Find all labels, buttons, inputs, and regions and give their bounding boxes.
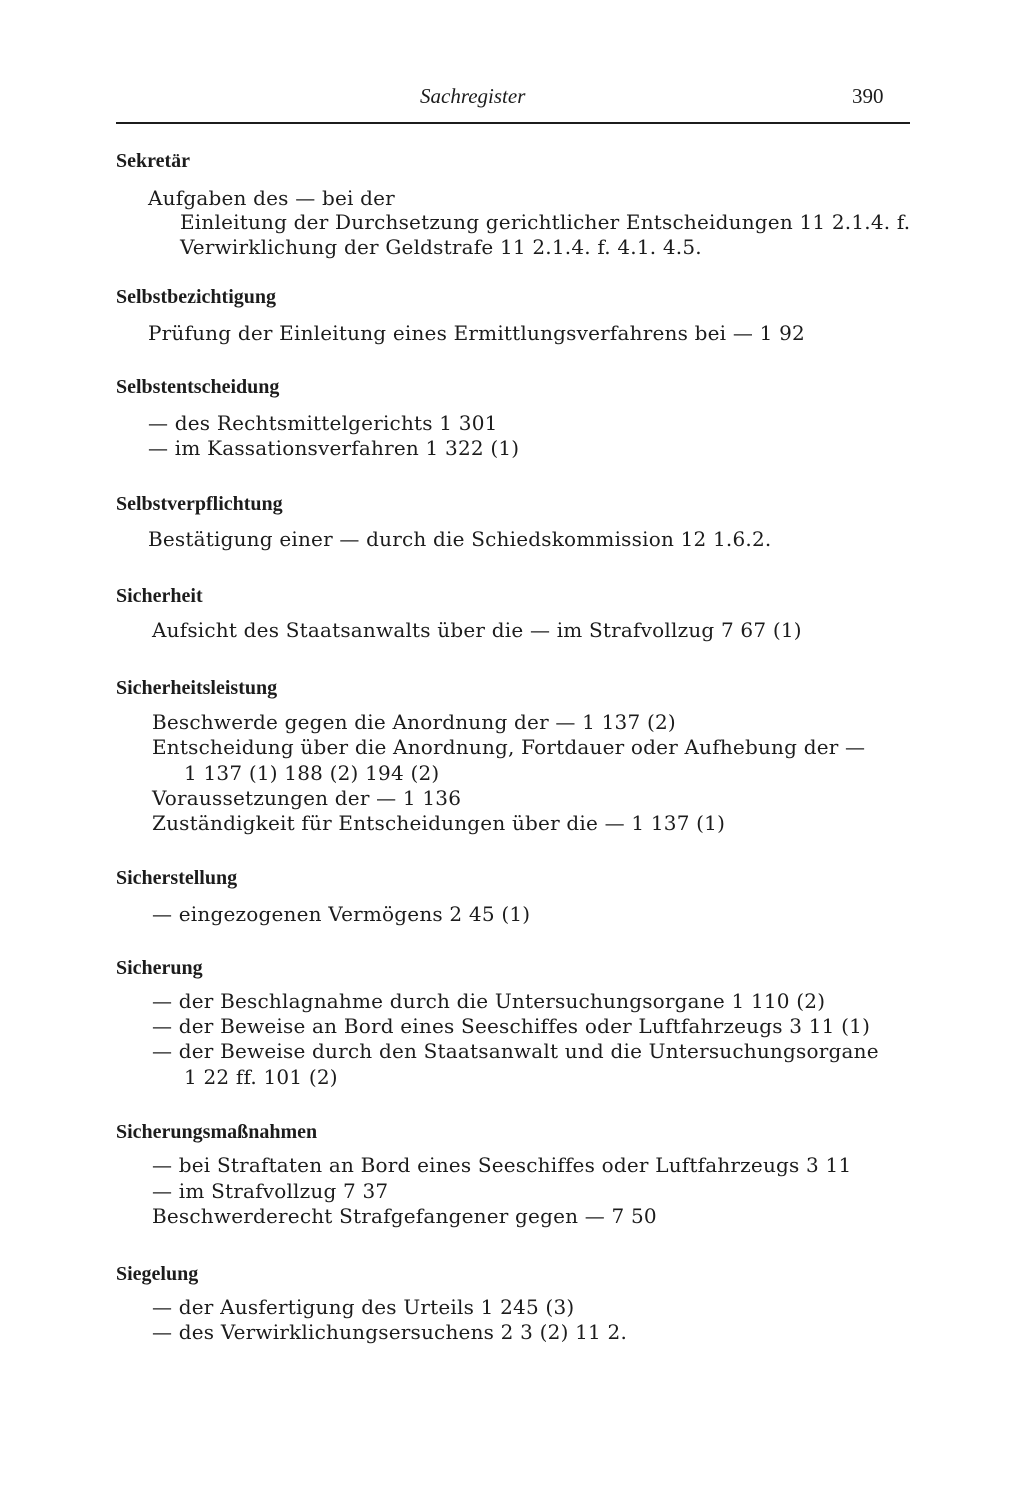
running-header-title: Sachregister (420, 84, 526, 108)
entry-heading: Siegelung (116, 1263, 199, 1285)
entry-line: Beschwerde gegen die Anordnung der — 1 137 (2) (152, 710, 676, 734)
entry-line: 1 137 (1) 188 (2) 194 (2) (184, 761, 440, 785)
page-number: 390 (852, 84, 884, 108)
entry-heading: Sicherheit (116, 585, 203, 607)
entry-line: Aufsicht des Staatsanwalts über die — im Strafvollzug 7 67 (1) (152, 618, 802, 642)
entry-heading: Selbstbezichtigung (116, 286, 277, 308)
entry-line: — des Rechtsmittelgerichts 1 301 (148, 411, 498, 435)
entry-line: Entscheidung über die Anordnung, Fortdauer oder Aufhebung der — (152, 735, 866, 759)
entry-line: Zuständigkeit für Entscheidungen über die — 1 137 (1) (152, 811, 726, 835)
entry-heading: Sicherung (116, 957, 203, 979)
entry-line: — des Verwirklichungsersuchens 2 3 (2) 11 2. (152, 1320, 628, 1344)
entry-line: Einleitung der Durchsetzung gerichtlicher Entscheidungen 11 2.1.4. f. (180, 210, 911, 234)
entry-line: — im Kassationsverfahren 1 322 (1) (148, 436, 520, 460)
entry-heading: Sicherheitsleistung (116, 677, 278, 699)
entry-line: Voraussetzungen der — 1 136 (152, 786, 462, 810)
entry-line: — der Ausfertigung des Urteils 1 245 (3) (152, 1295, 575, 1319)
entry-line: Prüfung der Einleitung eines Ermittlungsverfahrens bei — 1 92 (148, 321, 805, 345)
header-divider (116, 122, 910, 124)
entry-line: — der Beweise an Bord eines Seeschiffes oder Luftfahrzeugs 3 11 (1) (152, 1014, 871, 1038)
entry-line: 1 22 ff. 101 (2) (184, 1065, 338, 1089)
entry-line: Beschwerderecht Strafgefangener gegen — 7 50 (152, 1204, 657, 1228)
entry-heading: Sicherstellung (116, 867, 238, 889)
entry-heading: Selbstverpflichtung (116, 493, 283, 515)
entry-heading: Sicherungsmaßnahmen (116, 1121, 318, 1143)
entry-line: Bestätigung einer — durch die Schiedskommission 12 1.6.2. (148, 527, 772, 551)
entry-line: — eingezogenen Vermögens 2 45 (1) (152, 902, 531, 926)
entry-line: — im Strafvollzug 7 37 (152, 1179, 389, 1203)
entry-heading: Selbstentscheidung (116, 376, 280, 398)
entry-line: Aufgaben des — bei der (148, 186, 395, 210)
entry-heading: Sekretär (116, 150, 191, 172)
entry-line: — der Beweise durch den Staatsanwalt und die Untersuchungsorgane (152, 1039, 879, 1063)
entry-line: — der Beschlagnahme durch die Untersuchungsorgane 1 110 (2) (152, 989, 826, 1013)
entry-line: — bei Straftaten an Bord eines Seeschiffes oder Luftfahrzeugs 3 11 (152, 1153, 852, 1177)
entry-line: Verwirklichung der Geldstrafe 11 2.1.4. f. 4.1. 4.5. (180, 235, 702, 259)
